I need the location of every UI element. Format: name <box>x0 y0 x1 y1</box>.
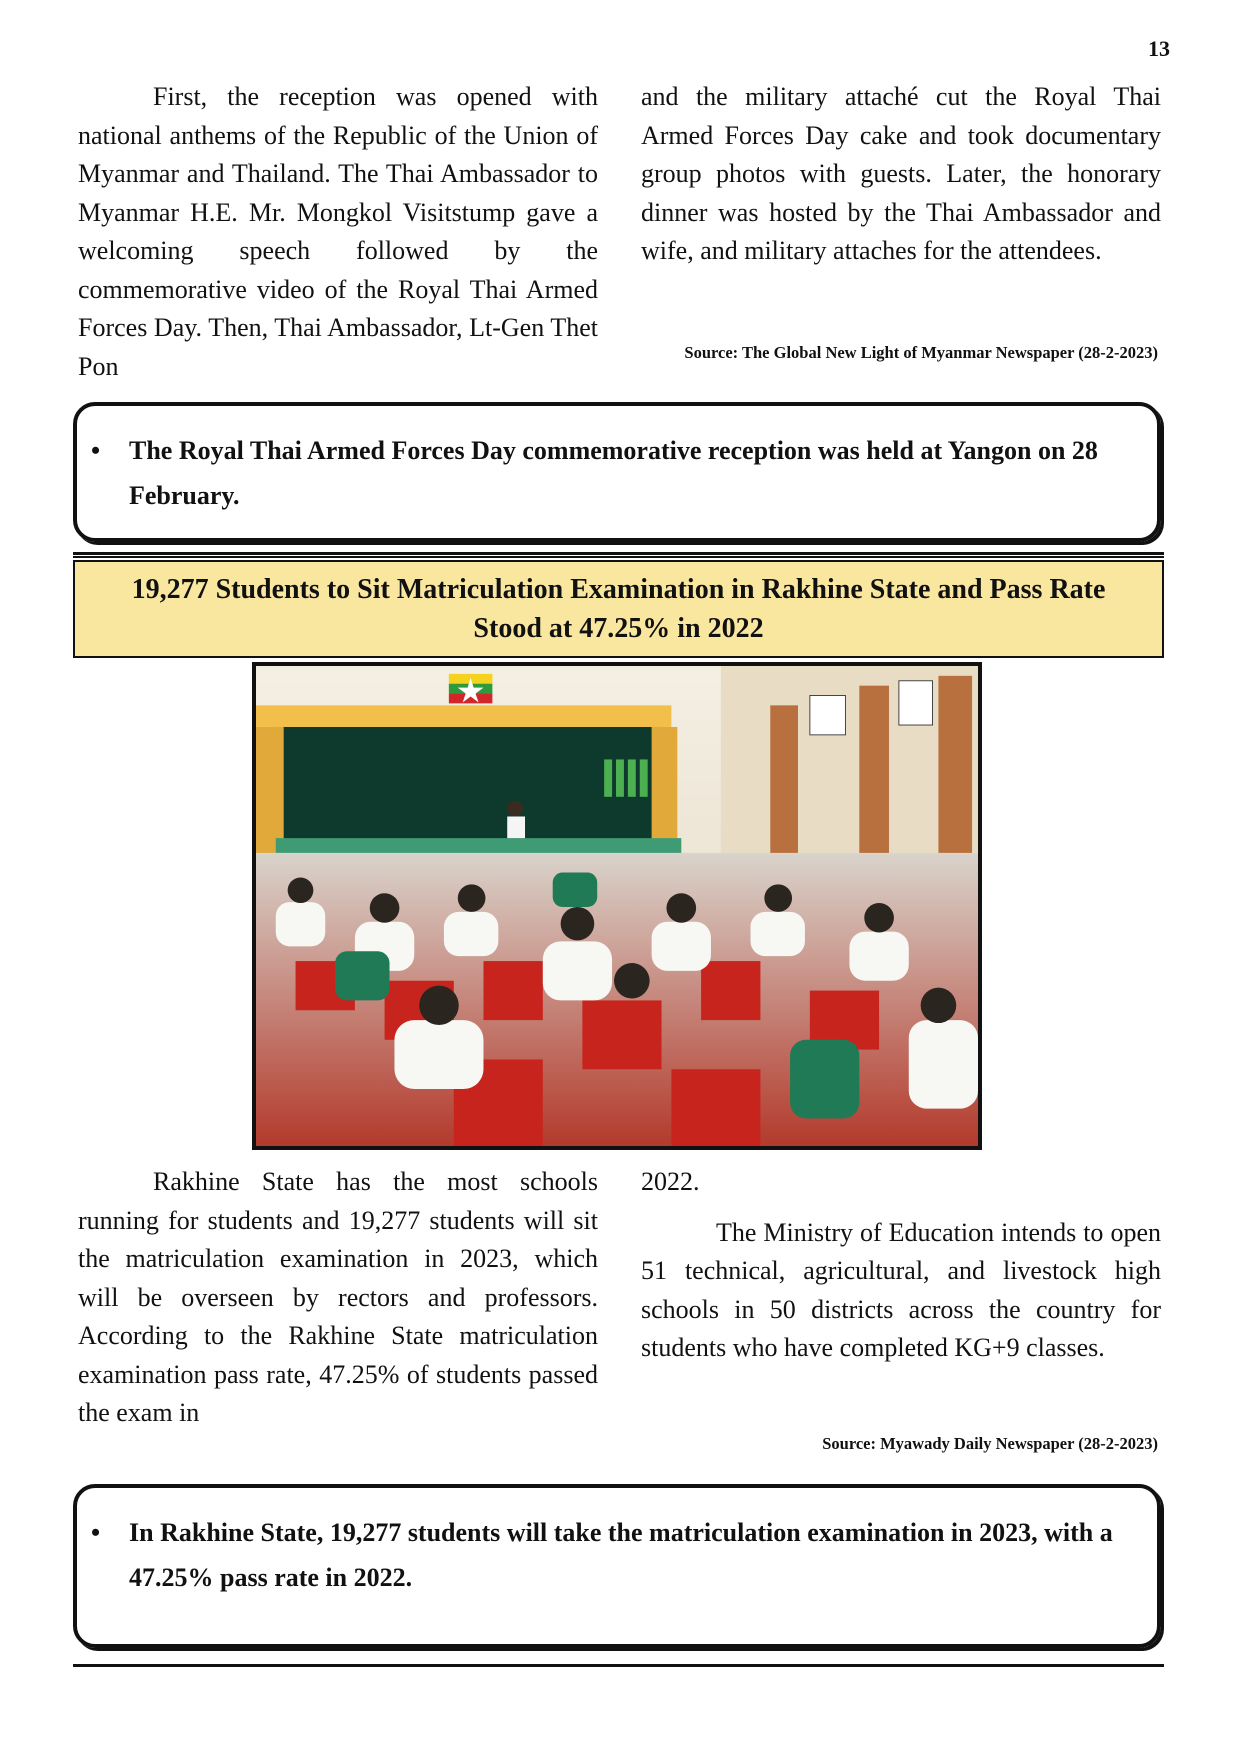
article1-right-column <box>641 78 1161 271</box>
article2-left-column <box>78 1163 598 1433</box>
bullet-icon: • <box>91 1518 101 1547</box>
bottom-rule <box>73 1664 1164 1667</box>
article1-left-text: First, the reception was opened with national anthems of the Republic of the Union of Myanmar and Thailand. The Thai Ambassador to Myanmar H.E. Mr. Mongkol Visitstump gave a welcoming speech followed by the commemorative video of the Royal Thai Armed Forces Day. Then, Thai Ambassador, Lt-Gen Thet Pon <box>78 82 598 381</box>
article2-source: Source: Myawady Daily Newspaper (28-2-2023) <box>822 1434 1158 1453</box>
page-number: 13 <box>1148 36 1170 61</box>
article2-headline <box>73 560 1164 658</box>
article2-photo <box>252 662 982 1150</box>
article2-summary-box <box>73 1484 1161 1648</box>
article1-left-column <box>78 78 598 386</box>
article1-right-text: and the military attaché cut the Royal Thai Armed Forces Day cake and took documentary group photos with guests. Later, the honorary dinner was hosted by the Thai Ambassador and wife, and military attaches for the attendees. <box>641 82 1161 265</box>
auditorium-photo-illustration <box>256 666 978 1146</box>
article2-right-column <box>641 1163 1161 1368</box>
section-divider <box>73 552 1164 558</box>
bullet-icon: • <box>91 436 101 465</box>
article1-summary-box <box>73 402 1161 542</box>
article2-left-text: Rakhine State has the most schools running for students and 19,277 students will sit the matriculation examination in 2023, which will be overseen by rectors and professors. According to the Rakhine State matriculation examination pass rate, 47.25% of students passed the exam in <box>78 1167 598 1427</box>
article1-summary-text: The Royal Thai Armed Forces Day commemorative reception was held at Yangon on 28 February. <box>129 436 1098 510</box>
article1-source: Source: The Global New Light of Myanmar Newspaper (28-2-2023) <box>684 343 1158 362</box>
article2-summary-text: In Rakhine State, 19,277 students will take the matriculation examination in 2023, with a 47.25% pass rate in 2022. <box>129 1518 1113 1592</box>
article2-right-text-2: The Ministry of Education intends to open 51 technical, agricultural, and livestock high schools in 50 districts across the country for students who have completed KG+9 classes. <box>641 1217 1161 1362</box>
article2-headline-text: 19,277 Students to Sit Matriculation Examination in Rakhine State and Pass Rate Stood at 47.25% in 2022 <box>131 574 1106 644</box>
article2-right-text-1: 2022. <box>641 1167 700 1196</box>
